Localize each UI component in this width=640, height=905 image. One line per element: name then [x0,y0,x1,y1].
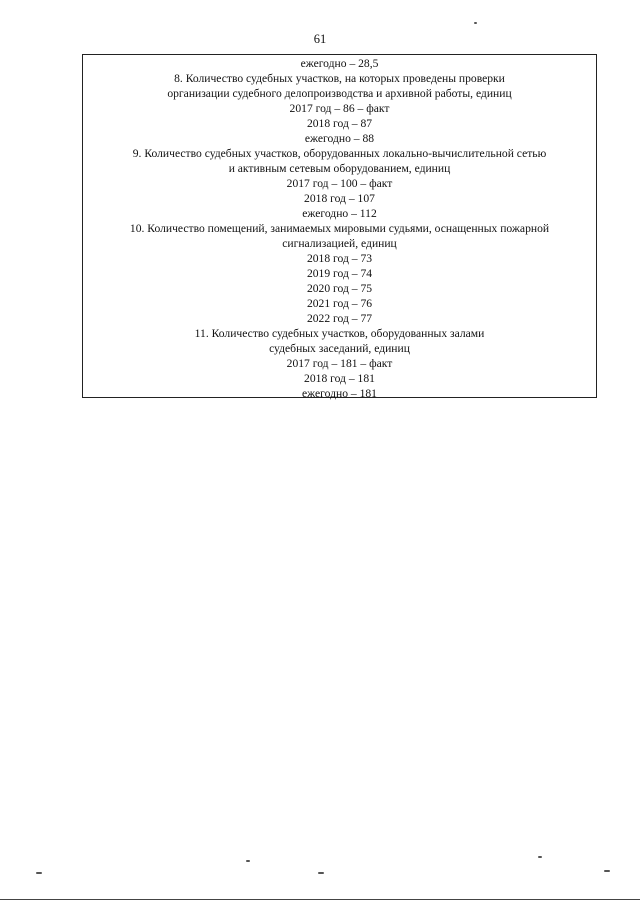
text-line: 10. Количество помещений, занимаемых мировыми судьями, оснащенных пожарной [129,222,550,235]
document-table-cell [82,54,597,398]
text-line: 2019 год – 74 [306,267,373,280]
scan-edge-line [0,899,640,900]
scan-speck [474,22,477,24]
text-line: 2020 год – 75 [306,282,373,295]
text-line: 2022 год – 77 [306,312,373,325]
text-line: 2018 год – 73 [306,252,373,265]
text-line: судебных заседаний, единиц [269,342,410,355]
text-line: ежегодно – 28,5 [300,57,379,70]
text-line: 2021 год – 76 [306,297,373,310]
scan-speck [36,872,42,874]
scan-speck [538,856,542,858]
scan-speck [318,872,324,874]
text-line: сигнализацией, единиц [282,237,397,250]
text-line: 8. Количество судебных участков, на которых проведены проверки [174,72,505,85]
page-number: 61 [313,32,327,46]
text-line: 2017 год – 100 – факт [286,177,393,190]
text-line: ежегодно – 181 [302,387,377,400]
text-line: 9. Количество судебных участков, оборудованных локально-вычислительной сетью [132,147,547,160]
text-line: ежегодно – 88 [304,132,375,145]
text-line: организации судебного делопроизводства и архивной работы, единиц [167,87,512,100]
text-line: ежегодно – 112 [302,207,377,220]
text-line: 2017 год – 86 – факт [289,102,390,115]
scan-speck [246,860,250,862]
text-line: 2018 год – 87 [306,117,373,130]
text-line: 2017 год – 181 – факт [286,357,393,370]
text-line: 2018 год – 107 [304,192,375,205]
scan-speck [604,870,610,872]
text-line: и активным сетевым оборудованием, единиц [228,162,451,175]
text-line: 11. Количество судебных участков, оборудованных залами [194,327,485,340]
text-line: 2018 год – 181 [304,372,375,385]
